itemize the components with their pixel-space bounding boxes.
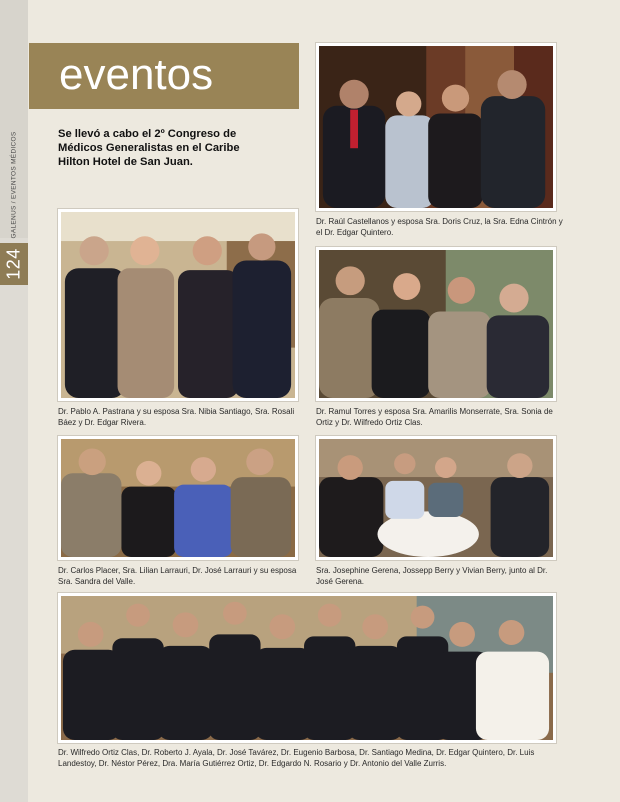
photo-caption-2: Dr. Pablo A. Pastrana y su esposa Sra. Nibia Santiago, Sra. Rosali Báez y Dr. Edgar Rivera.: [58, 407, 295, 427]
event-photo-3: [316, 247, 556, 401]
photo-caption-1: Dr. Raúl Castellanos y esposa Sra. Doris Cruz, la Sra. Edna Cintrón y el Dr. Edgar Quintero.: [316, 217, 563, 237]
page-number: 124: [3, 248, 24, 280]
section-banner: [29, 43, 299, 109]
event-photo-5: [316, 436, 556, 560]
event-photo-2: [58, 209, 298, 401]
photo-caption-5: Sra. Josephine Gerena, Jossepp Berry y Vivian Berry, junto al Dr. José Gerena.: [316, 566, 548, 586]
event-photo-4: [58, 436, 298, 560]
section-label: GALENUS / EVENTOS MÉDICOS: [10, 131, 18, 239]
photo-caption-4: Dr. Carlos Placer, Sra. Lilian Larrauri, Dr. José Larrauri y su esposa Sra. Sandra del Valle.: [58, 566, 297, 586]
intro-text: Se llevó a cabo el 2º Congreso de Médicos Generalistas en el Caribe Hilton Hotel de San Juan.: [58, 128, 240, 168]
banner-title: eventos: [59, 50, 214, 99]
event-photo-6: [58, 593, 556, 743]
photo-caption-3: Dr. Ramul Torres y esposa Sra. Amarilis Monserrate, Sra. Sonia de Ortiz y Dr. Wilfredo Ortiz Clas.: [316, 407, 553, 427]
event-photo-1: [316, 43, 556, 211]
photo-caption-6: Dr. Wilfredo Ortiz Clas, Dr. Roberto J. Ayala, Dr. José Tavárez, Dr. Eugenio Barbosa, Dr. Santiago Medina, Dr. Edgar Quintero, Dr. Luis Landestoy, Dr. Néstor Pérez, Dra. María Gutiérrez Ortiz, Dr. Edgardo N. Rosario y Dr. Antonio del Valle Zurris.: [58, 748, 535, 768]
